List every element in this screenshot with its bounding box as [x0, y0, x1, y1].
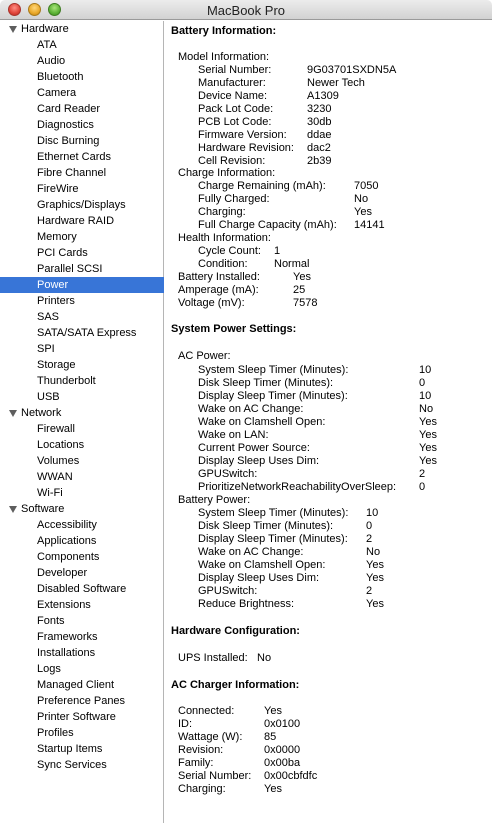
disclosure-triangle-icon[interactable] [9, 26, 17, 33]
sidebar-item-fibre-channel[interactable]: Fibre Channel [37, 167, 107, 179]
sidebar-item-audio[interactable]: Audio [37, 55, 66, 67]
sidebar-group-network[interactable] [0, 405, 164, 421]
sidebar [0, 21, 164, 823]
ac-power-label: Display Sleep Uses Dim: [198, 455, 320, 467]
ac-charger-label: Revision: [178, 744, 224, 756]
sidebar-group-software[interactable] [0, 501, 164, 517]
ac-charger-label: Serial Number: [178, 770, 252, 782]
model-info-value: 2b39 [307, 155, 332, 167]
sidebar-item-camera[interactable]: Camera [37, 87, 77, 99]
sidebar-item-diagnostics[interactable]: Diagnostics [37, 119, 94, 131]
ac-power-label: Wake on LAN: [198, 429, 269, 441]
sidebar-item-thunderbolt[interactable]: Thunderbolt [37, 375, 96, 387]
ac-charger-label: Family: [178, 757, 214, 769]
sidebar-item-accessibility[interactable]: Accessibility [37, 519, 97, 531]
sidebar-item-fonts[interactable]: Fonts [37, 615, 65, 627]
ac-power-label: Display Sleep Timer (Minutes): [198, 390, 348, 402]
ac-charger-label: Wattage (W): [178, 731, 243, 743]
sidebar-item-preference-panes[interactable]: Preference Panes [37, 695, 126, 707]
charge-info-label: Charge Remaining (mAh): [198, 180, 326, 192]
ac-power-label: System Sleep Timer (Minutes): [198, 364, 349, 376]
battery-power-value: Yes [366, 598, 384, 610]
section-header: Battery Information: [171, 25, 277, 37]
sidebar-item-hardware-raid[interactable]: Hardware RAID [37, 215, 115, 227]
ac-power-value: Yes [419, 442, 437, 454]
model-info-label: Serial Number: [198, 64, 272, 76]
sidebar-item-disabled-software[interactable]: Disabled Software [37, 583, 127, 595]
model-info-label: Firmware Version: [198, 129, 287, 141]
model-info-value: 3230 [307, 103, 332, 115]
sidebar-item-startup-items[interactable]: Startup Items [37, 743, 103, 755]
sidebar-item-usb[interactable]: USB [37, 391, 60, 403]
charge-info-label: Charging: [198, 206, 246, 218]
battery-power-label: Wake on Clamshell Open: [198, 559, 326, 571]
ac-charger-value: 0x0100 [264, 718, 301, 730]
health-info-value: Normal [274, 258, 310, 270]
battery-power-value: 0 [366, 520, 373, 532]
ac-charger-value: 85 [264, 731, 277, 743]
sidebar-item-sas[interactable]: SAS [37, 311, 60, 323]
sidebar-item-ata[interactable]: ATA [37, 39, 57, 51]
charge-info-value: 7050 [354, 180, 379, 192]
sidebar-item-locations[interactable]: Locations [37, 439, 85, 451]
section-header: AC Charger Information: [171, 679, 300, 691]
sidebar-item-profiles[interactable]: Profiles [37, 727, 74, 739]
ac-power-label: PrioritizeNetworkReachabilityOverSleep: [198, 481, 397, 493]
ac-power-value: Yes [419, 416, 437, 428]
ac-power-value: Yes [419, 429, 437, 441]
battery-power-label: Reduce Brightness: [198, 598, 294, 610]
ac-power-value: 0 [419, 481, 426, 493]
ac-power-label: Wake on AC Change: [198, 403, 304, 415]
sidebar-item-storage[interactable]: Storage [37, 359, 76, 371]
battery-misc-value: 7578 [293, 297, 318, 309]
sidebar-item-spi[interactable]: SPI [37, 343, 55, 355]
ac-charger-label: ID: [178, 718, 193, 730]
window-title: MacBook Pro [206, 3, 286, 18]
section-header: System Power Settings: [171, 323, 297, 335]
model-info-value: 9G03701SXDN5A [307, 64, 397, 76]
sidebar-item-firewire[interactable]: FireWire [37, 183, 79, 195]
charge-info-label: Fully Charged: [198, 193, 270, 205]
health-info-label: Cycle Count: [198, 245, 261, 257]
subsection-header: Battery Power: [178, 494, 251, 506]
ac-power-value: 0 [419, 377, 426, 389]
battery-power-label: Display Sleep Uses Dim: [198, 572, 320, 584]
ac-charger-label: Charging: [178, 783, 226, 795]
battery-power-value: Yes [366, 572, 384, 584]
ac-power-value: 10 [419, 390, 432, 402]
ups-installed-label: UPS Installed: [178, 652, 248, 664]
battery-power-label: Wake on AC Change: [198, 546, 304, 558]
health-info-label: Condition: [198, 258, 248, 270]
battery-power-value: 2 [366, 585, 373, 597]
sidebar-item-firewall[interactable]: Firewall [37, 423, 75, 435]
sidebar-item-sata-sata-express[interactable]: SATA/SATA Express [37, 327, 137, 339]
sidebar-item-printers[interactable]: Printers [37, 295, 75, 307]
sidebar-item-pci-cards[interactable]: PCI Cards [37, 247, 88, 259]
charge-info-label: Full Charge Capacity (mAh): [198, 219, 337, 231]
battery-power-value: 2 [366, 533, 373, 545]
ac-power-label: GPUSwitch: [198, 468, 258, 480]
ac-charger-value: Yes [264, 705, 282, 717]
battery-power-label: Disk Sleep Timer (Minutes): [198, 520, 334, 532]
ac-power-label: Disk Sleep Timer (Minutes): [198, 377, 334, 389]
sidebar-item-logs[interactable]: Logs [37, 663, 61, 675]
sidebar-item-extensions[interactable]: Extensions [37, 599, 91, 611]
subsection-header: Charge Information: [178, 167, 276, 179]
model-info-label: Cell Revision: [198, 155, 266, 167]
sidebar-item-power[interactable]: Power [0, 277, 164, 293]
report-pane [165, 21, 492, 823]
sidebar-item-volumes[interactable]: Volumes [37, 455, 80, 467]
sidebar-item-card-reader[interactable]: Card Reader [37, 103, 100, 115]
battery-power-label: System Sleep Timer (Minutes): [198, 507, 349, 519]
ups-installed-value: No [257, 652, 272, 664]
model-info-value: 30db [307, 116, 332, 128]
model-info-value: A1309 [307, 90, 339, 102]
model-info-label: Device Name: [198, 90, 268, 102]
battery-power-value: Yes [366, 559, 384, 571]
ac-charger-value: 0x0000 [264, 744, 301, 756]
sidebar-item-wwan[interactable]: WWAN [37, 471, 73, 483]
battery-misc-value: 25 [293, 284, 306, 296]
charge-info-value: 14141 [354, 219, 385, 231]
battery-power-value: 10 [366, 507, 379, 519]
battery-misc-value: Yes [293, 271, 311, 283]
sidebar-item-wi-fi[interactable]: Wi-Fi [37, 487, 63, 499]
ac-charger-value: Yes [264, 783, 282, 795]
sidebar-item-components[interactable]: Components [37, 551, 100, 563]
model-info-value: dac2 [307, 142, 331, 154]
ac-power-label: Current Power Source: [198, 442, 310, 454]
subsection-header: Model Information: [178, 51, 270, 63]
disclosure-triangle-icon[interactable] [9, 506, 17, 513]
subsection-header: Health Information: [178, 232, 271, 244]
model-info-label: Manufacturer: [198, 77, 266, 89]
battery-power-label: GPUSwitch: [198, 585, 258, 597]
battery-power-value: No [366, 546, 381, 558]
ac-power-label: Wake on Clamshell Open: [198, 416, 326, 428]
ac-power-value: Yes [419, 455, 437, 467]
model-info-value: ddae [307, 129, 332, 141]
sidebar-item-sync-services[interactable]: Sync Services [37, 759, 107, 771]
battery-misc-label: Amperage (mA): [178, 284, 259, 296]
model-info-label: Hardware Revision: [198, 142, 294, 154]
sidebar-item-printer-software[interactable]: Printer Software [37, 711, 116, 723]
charge-info-value: Yes [354, 206, 372, 218]
disclosure-triangle-icon[interactable] [9, 410, 17, 417]
model-info-label: Pack Lot Code: [198, 103, 274, 115]
subsection-header: AC Power: [178, 350, 231, 362]
sidebar-item-managed-client[interactable]: Managed Client [37, 679, 115, 691]
sidebar-item-bluetooth[interactable]: Bluetooth [37, 71, 84, 83]
sidebar-group-label: Software [21, 503, 65, 515]
ac-charger-value: 0x00cbfdfc [264, 770, 318, 782]
section-header: Hardware Configuration: [171, 625, 300, 637]
ac-power-value: 10 [419, 364, 432, 376]
sidebar-item-developer[interactable]: Developer [37, 567, 88, 579]
sidebar-item-graphics-displays[interactable]: Graphics/Displays [37, 199, 126, 211]
battery-misc-label: Battery Installed: [178, 271, 260, 283]
sidebar-item-parallel-scsi[interactable]: Parallel SCSI [37, 263, 103, 275]
model-info-value: Newer Tech [307, 77, 365, 89]
sidebar-item-frameworks[interactable]: Frameworks [37, 631, 98, 643]
sidebar-item-memory[interactable]: Memory [37, 231, 77, 243]
ac-power-value: No [419, 403, 434, 415]
ac-charger-value: 0x00ba [264, 757, 301, 769]
title-bar [0, 0, 492, 20]
charge-info-value: No [354, 193, 369, 205]
ac-power-value: 2 [419, 468, 426, 480]
sidebar-group-label: Hardware [21, 23, 69, 35]
ac-charger-label: Connected: [178, 705, 235, 717]
health-info-value: 1 [274, 245, 281, 257]
sidebar-item-disc-burning[interactable]: Disc Burning [37, 135, 100, 147]
battery-misc-label: Voltage (mV): [178, 297, 245, 309]
sidebar-item-installations[interactable]: Installations [37, 647, 96, 659]
sidebar-item-applications[interactable]: Applications [37, 535, 97, 547]
sidebar-group-hardware[interactable] [0, 21, 164, 37]
sidebar-item-ethernet-cards[interactable]: Ethernet Cards [37, 151, 111, 163]
model-info-label: PCB Lot Code: [198, 116, 272, 128]
sidebar-group-label: Network [21, 407, 62, 419]
battery-power-label: Display Sleep Timer (Minutes): [198, 533, 348, 545]
